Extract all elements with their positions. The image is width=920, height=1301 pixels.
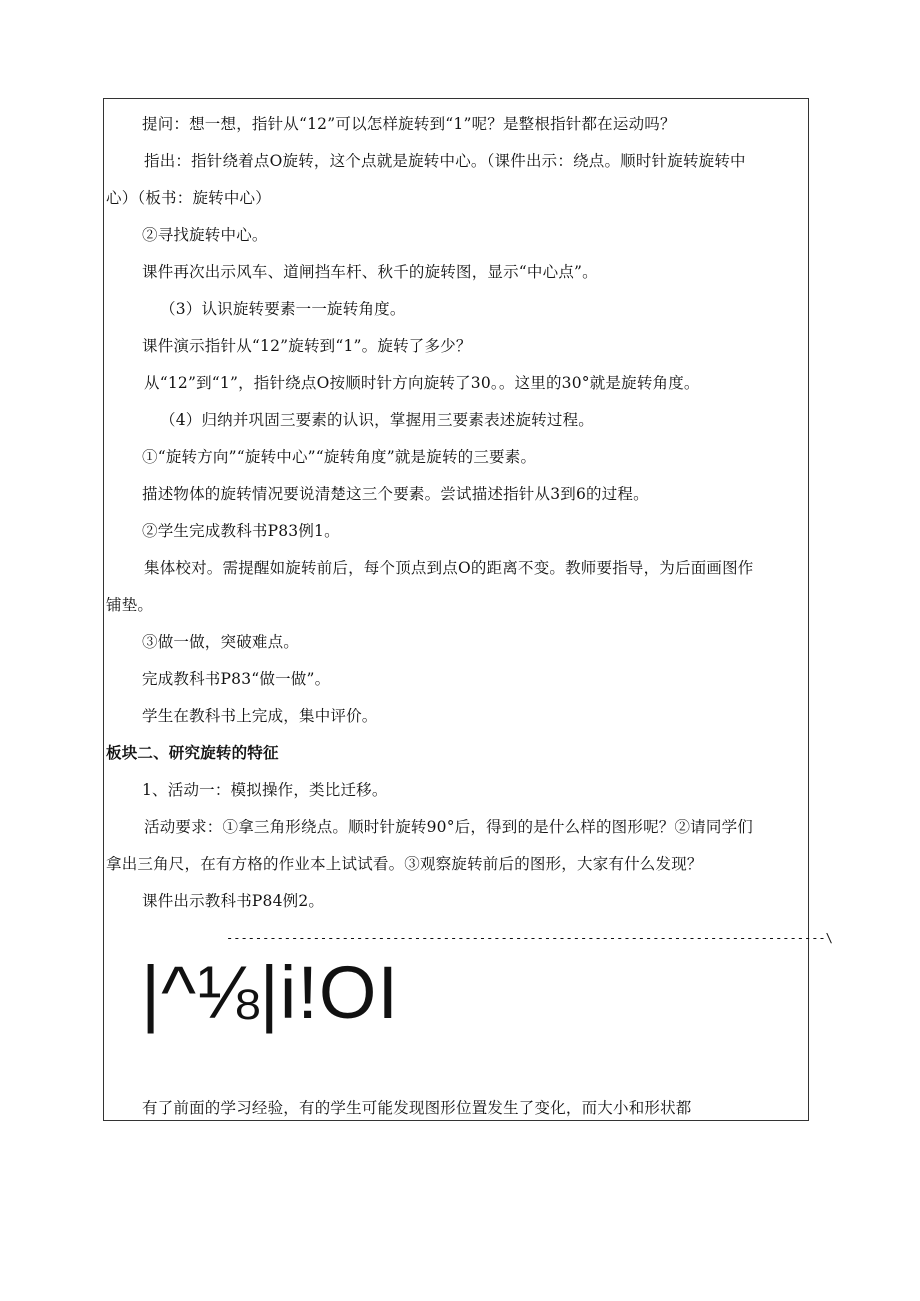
text-line-activity-requirement: 活动要求：①拿三角形绕点。顺时针旋转90°后，得到的是什么样的图形呢？②请同学们 [144,818,753,836]
text-line-foundation: 铺垫。 [106,596,154,614]
text-line-courseware-windmill: 课件再次出示风车、道闸挡车杆、秋千的旋转图，显示“中心点”。 [142,263,598,281]
text-line-courseware-p84: 课件出示教科书P84例2。 [142,892,325,910]
text-line-describe: 描述物体的旋转情况要说清楚这三个要素。尝试描述指针从3到6的过程。 [142,485,649,503]
section-heading: 板块二、研究旋转的特征 [106,743,279,762]
text-line-experience: 有了前面的学习经验，有的学生可能发现图形位置发生了变化，而大小和形状都 [142,1099,692,1117]
text-line-complete-p83: 完成教科书P83“做一做”。 [142,670,331,688]
text-line-three-elements: ①“旋转方向”“旋转中心”“旋转角度”就是旋转的三要素。 [142,448,537,466]
text-line-activity-1: 1、活动一：模拟操作，类比迁移。 [142,781,388,799]
text-line-point-out: 指出：指针绕着点O旋转，这个点就是旋转中心。（课件出示：绕点。顺时针旋转旋转中 [144,152,746,170]
text-line-evaluate: 学生在教科书上完成，集中评价。 [142,707,378,725]
text-line-check: 集体校对。需提醒如旋转前后，每个顶点到点O的距离不变。教师要指导，为后面画图作 [144,559,754,577]
text-line-find-center: ②寻找旋转中心。 [142,226,268,244]
text-line-question: 提问：想一想，指针从“12”可以怎样旋转到“1”呢？是整根指针都在运动吗？ [142,115,676,133]
text-line-three-elements-summary: （4）归纳并巩固三要素的认识，掌握用三要素表述旋转过程。 [160,411,594,429]
text-line-activity-requirement-cont: 拿出三角尺，在有方格的作业本上试试看。③观察旋转前后的图形，大家有什么发现？ [106,855,703,873]
text-line-rotation-angle: （3）认识旋转要素一一旋转角度。 [160,300,406,318]
figure-ocr-glyphs: |^⅛|i!OI [141,951,400,1034]
text-line-example-1: ②学生完成教科书P83例1。 [142,522,340,540]
text-line-blackboard: 心）（板书：旋转中心） [106,189,271,207]
figure-dash-line: -----------------------------------------------------------------------------------\ [226,931,833,945]
text-line-30-degrees: 从“12”到“1”，指针绕点O按顺时针方向旋转了30。。这里的30°就是旋转角度。 [144,374,700,392]
text-line-do-it: ③做一做，突破难点。 [142,633,300,651]
text-line-demo-pointer: 课件演示指针从“12”旋转到“1”。旋转了多少？ [142,337,472,355]
